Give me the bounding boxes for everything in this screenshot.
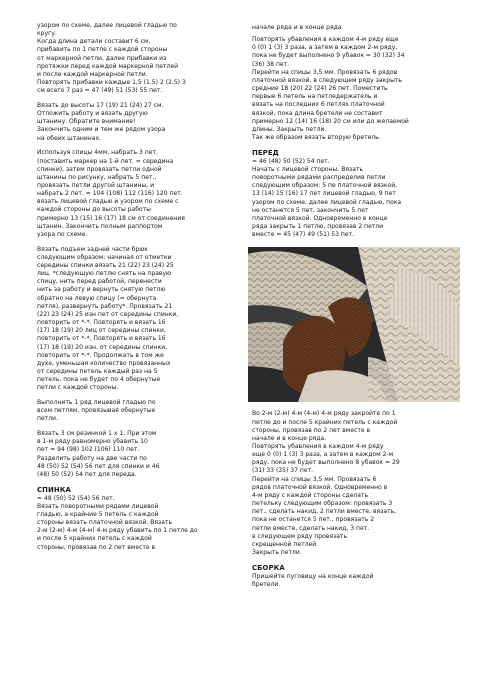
heading-assembly: СБОРКА bbox=[252, 563, 285, 572]
paragraph-join-legs: Используя спицы 4мм, набрать 3 пет. (поставить маркер на 1-й пет. = середина спинки), затем провязать петли одной штанины по рисунку, набрать 5 пет., провязать петли другой штанины, и набрать 2 пет. = 104 (108) 112 (116) 120 пет. вязать лицевой гладью и узором по схеме с каждой стороны до высоты работы примерно 13 (15) 16 (17) 18 см от соединения штанин. Закончить полным раппортом узора по схеме. bbox=[37, 149, 185, 238]
right-column bbox=[252, 24, 452, 596]
paragraph-leg-increase: узором по схеме, далее лицевой гладью по кругу. Когда длина детали составит 6 см, прибавить по 1 петле с каждой стороны от маркерной петли, далее прибавки из протяжки перед каждой маркерной петлей и после каждой маркерной петли. Повторять прибавки каждые 1,5 (1,5) 2 (2,5) 3 см всего 7 раз = 47 (49) 51 (53) 55 пет. bbox=[37, 22, 186, 95]
paragraph-leg-height: Вязать до высоты 17 (19) 21 (24) 27 см. Отложить работу и вязать другую штанину. Обратите внимание! Закончить одним и тем же рядом узора на обеих штанинах. bbox=[37, 102, 166, 142]
knit-photo-illustration bbox=[248, 247, 460, 402]
paragraph-front-decrease: Во 2-м (2-м) 4-м (4-м) 4-м ряду закройте по 1 петле до и после 5 крайних петель с каждой стороны, провязав по 2 пет вместе в начале и в конце ряда. Повторять убавления в каждом 4-м ряду еще 0 (0) 1 (3) 3 раза, а затем в каждом 2-м ряду, пока не будет выполнено 8 убавок = 29 (31) 33 (35) 37 пет. Перейти на спицы 3,5 мм. Провязать 6 рядов платочной вязкой. Одновременно в 4-м ряду с каждой стороны сделать петельку следующим образом: провязать 3 пет., сделать накид, 2 петли вместе, вязать, пока не останется 5 пет., провязать 2 петли вместе, сделать накид, 3 пет. в следующем ряду провязать скрещенной петлей. Закрыть петли. bbox=[252, 410, 400, 556]
paragraph-back-decrease: Повторять убавления в каждом 4-м ряду еще 0 (0) 1 (3) 3 раза, а затем в каждом 2-м ряду, пока не будет выполнено 9 убавок = 30 (32) 34 (36) 38 пет. Перейти на спицы 3,5 мм. Провязать 6 рядов платочной вязкой, в следующем ряду закрыть средние 18 (20) 22 (24) 26 пет. Поместить первые 6 петель на петледержатель и вязать на последних 6 петлях платочной вязкой, пока длина бретели не составит примерно 12 (14) 16 (18) 20 см или до желаемой длины. Закрыть петли. Так же образом вязать вторую бретель. bbox=[252, 36, 409, 142]
paragraph-wrapped-row: Выполнить 1 ряд лицевой гладью по всем петлям, провязывая обернутые петли. bbox=[37, 399, 156, 423]
knitted-garment-photo bbox=[248, 247, 460, 402]
paragraph-front: = 46 (48) 50 (52) 54 пет. Начать с лицевой стороны. Вязать поворотными рядами распределив петли следующим образом: 5 пе платочной вязкой, 13 (14) 15 (16) 17 пет лицевой гладью, 9 пет узором по схеме, далее лицевой гладью, пока не останется 5 пет, закончить 5 пет платочной вязкой. Одновременно в конце ряда закрыть 1 петлю, провязав 2 петли вместе = 45 (47) 49 (51) 53 пет. bbox=[252, 157, 402, 239]
heading-back: СПИНКА bbox=[37, 485, 71, 494]
paragraph-ribbing: Вязать 3 см резинкой 1 х 1. При этом в 1-м ряду равномерно убавить 10 пет = 94 (98) 102 (106) 110 пет. Разделить работу на две части по 48 (50) 52 (54) 56 пет для спинки и 46 (48) 50 (52) 54 пет для переда. bbox=[37, 430, 160, 478]
paragraph-short-rows: Вязать подъем задней части брюк следующим образом: начиная от отметки середины спинки вязать 21 (22) 23 (24) 25 лиц. *следующую петлю снять на правую спицу, нить перед работой, перенести нить за работу и вернуть снятую петлю обратно на левую спицу (= обернута петля), развернуть работу*. Провязать 21 (22) 23 (24) 25 изн пет от середины спинки, повторить от *-*. Повторять и вязать 16 (17) 18 (19) 20 лиц от середины спинки, повторить от *-*, Повторять и вязать 16 (17) 18 (19) 20 изн. от середины спинки, повторить от *-*. Продолжать в том же духе, уменьшая количество провязанных от середины петель каждый раз на 5 петель, пока не будет по 4 обернутые петли с каждой стороны. bbox=[37, 245, 179, 392]
left-column bbox=[37, 22, 233, 558]
paragraph-row-end: начале ряда и в конце ряда. bbox=[252, 24, 344, 31]
paragraph-back: = 48 (50) 52 (54) 56 пет. Вязать поворотными рядами лицевой гладью, а крайние 5 петель с каждой стороны вязать платочной вязкой. Вязать 2-м (2-м) 4-м (4-м) 4-м ряду убавить по 1 петле до и после 5 крайних петель с каждой стороны, провязав по 2 пет вместе в bbox=[37, 494, 198, 551]
paragraph-assembly: Пришейте пуговицу на конце каждой бретели. bbox=[252, 572, 374, 588]
heading-front: ПЕРЕД bbox=[252, 148, 279, 157]
